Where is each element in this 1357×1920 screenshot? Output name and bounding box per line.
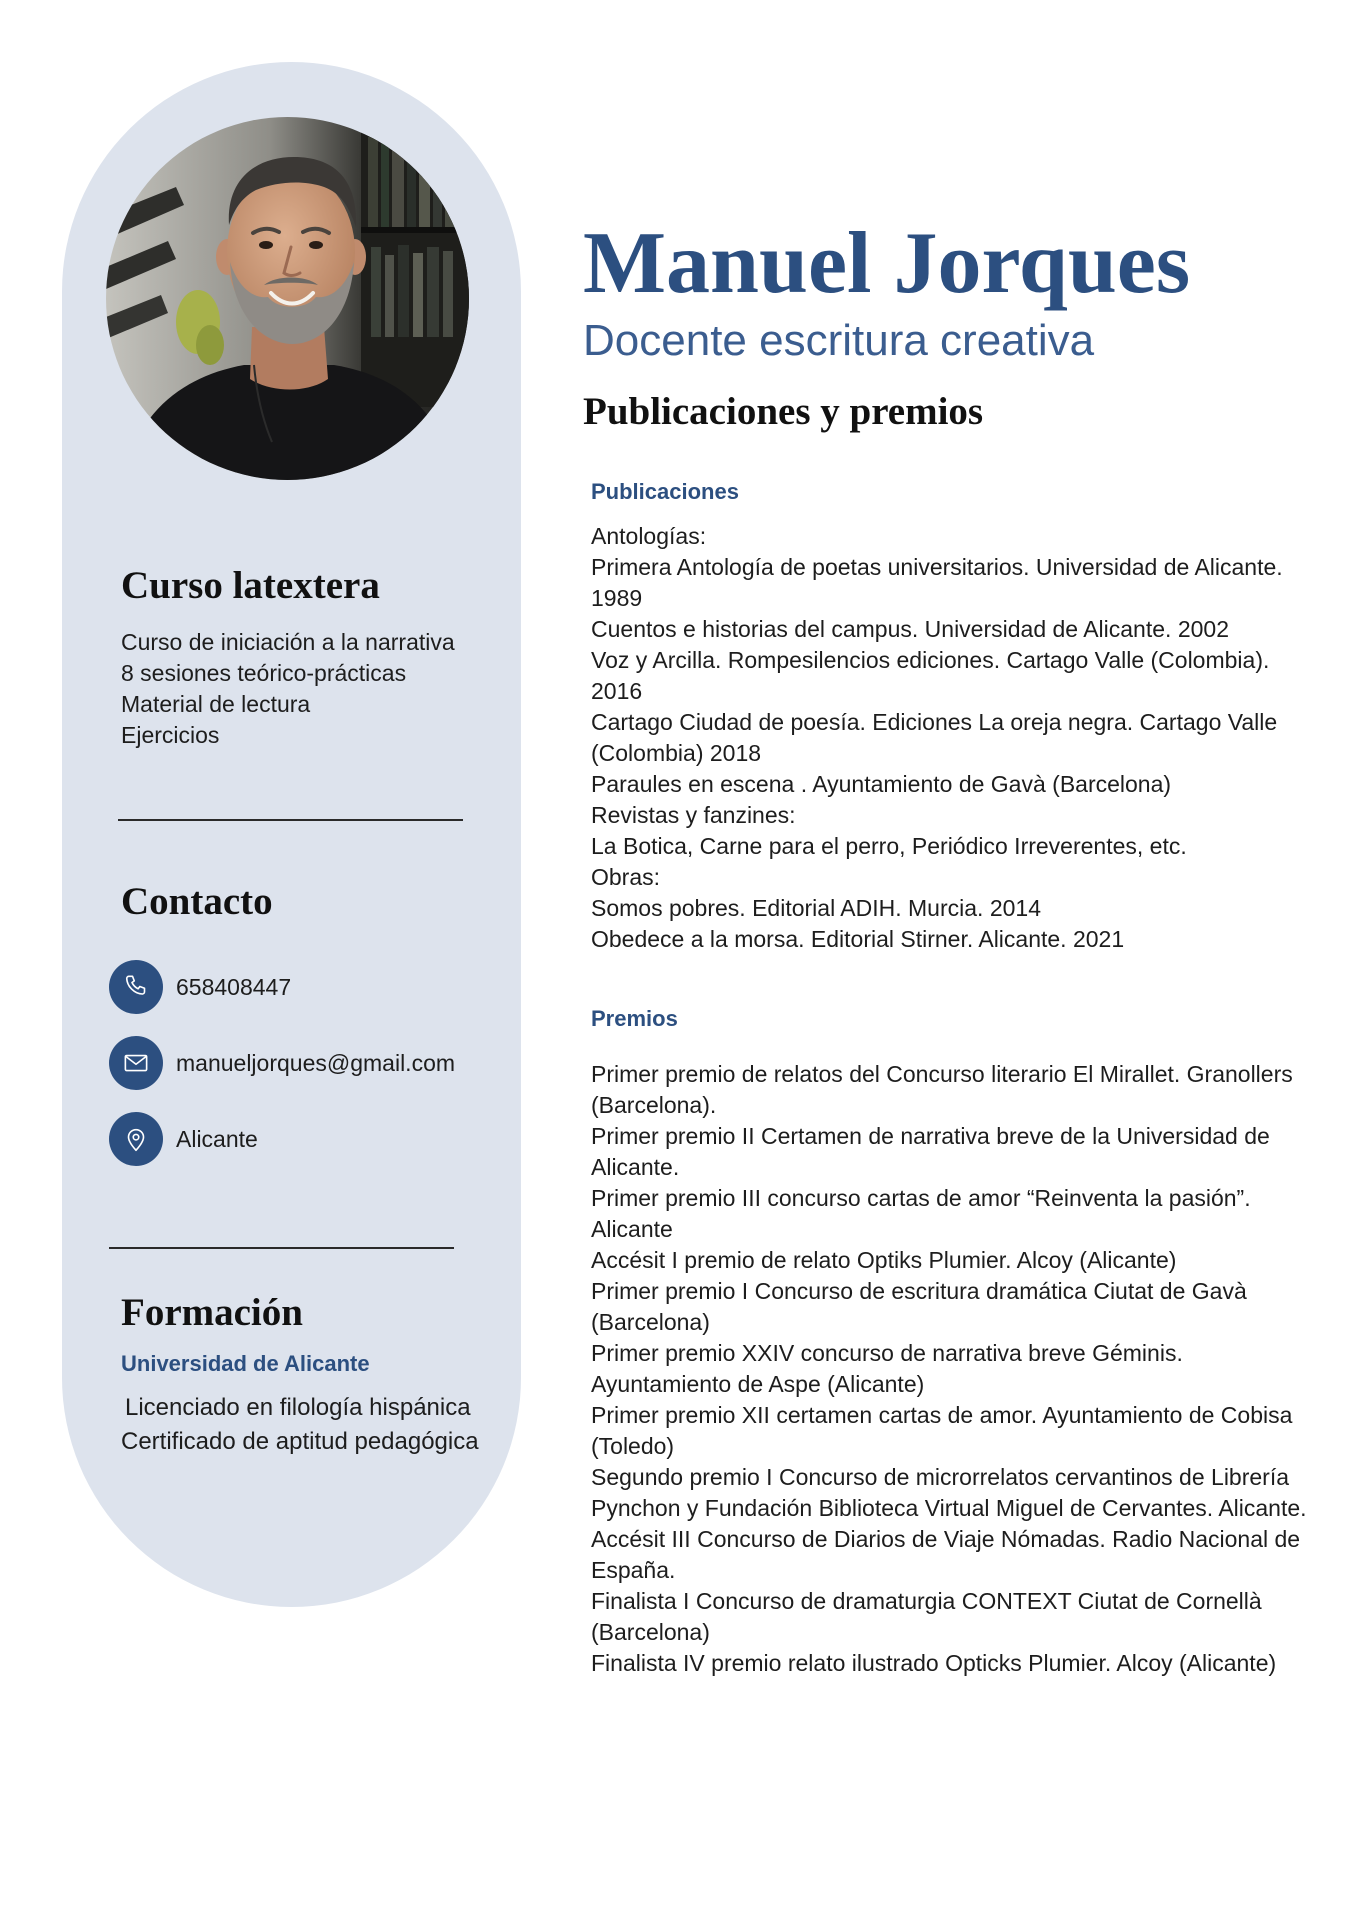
publications-heading: Publicaciones <box>591 479 739 504</box>
award-line: (Barcelona) <box>591 1309 710 1335</box>
section-title: Publicaciones y premios <box>583 390 984 433</box>
phone-icon <box>109 960 163 1014</box>
publications-list <box>591 521 1283 955</box>
publication-line: Paraules en escena . Ayuntamiento de Gavà (Barcelona) <box>591 771 1172 797</box>
location-pin-icon <box>109 1112 163 1166</box>
contact-email-text: manueljorques@gmail.com <box>176 1049 456 1076</box>
publication-line: La Botica, Carne para el perro, Periódico Irreverentes, etc. <box>591 833 1187 859</box>
sidebar-divider <box>118 819 463 821</box>
course-detail-line: Curso de iniciación a la narrativa <box>121 629 455 655</box>
course-detail-line: Material de lectura <box>121 691 311 717</box>
profile-photo <box>106 117 469 480</box>
publication-line: Obras: <box>591 864 661 890</box>
course-detail-line: Ejercicios <box>121 722 220 748</box>
award-line: Accésit III Concurso de Diarios de Viaje Nómadas. Radio Nacional de <box>591 1526 1301 1552</box>
education-heading: Formación <box>121 1291 303 1334</box>
award-line: Primer premio III concurso cartas de amor “Reinventa la pasión”. <box>591 1185 1251 1211</box>
contact-phone-text: 658408447 <box>176 973 292 1000</box>
degree-item: Licenciado en filología hispánica <box>125 1394 471 1421</box>
award-line: Primer premio II Certamen de narrativa breve de la Universidad de <box>591 1123 1270 1149</box>
award-line: Primer premio I Concurso de escritura dramática Ciutat de Gavà <box>591 1278 1247 1304</box>
publication-line: 1989 <box>591 585 643 611</box>
award-line: Primer premio de relatos del Concurso literario El Mirallet. Granollers <box>591 1061 1293 1087</box>
award-line: (Barcelona) <box>591 1619 710 1645</box>
award-line: Primer premio XII certamen cartas de amor. Ayuntamiento de Cobisa <box>591 1402 1293 1428</box>
awards-list <box>591 1059 1307 1679</box>
award-line: Primer premio XXIV concurso de narrativa breve Géminis. <box>591 1340 1183 1366</box>
publication-line: Revistas y fanzines: <box>591 802 796 828</box>
award-line: (Toledo) <box>591 1433 675 1459</box>
publication-line: Primera Antología de poetas universitarios. Universidad de Alicante. <box>591 554 1283 580</box>
mail-icon <box>109 1036 163 1090</box>
contact-location-text: Alicante <box>176 1125 258 1152</box>
publication-line: Obedece a la morsa. Editorial Stirner. Alicante. 2021 <box>591 926 1125 952</box>
award-line: (Barcelona). <box>591 1092 717 1118</box>
award-line: Finalista IV premio relato ilustrado Opticks Plumier. Alcoy (Alicante) <box>591 1650 1277 1676</box>
publication-line: Cuentos e historias del campus. Universidad de Alicante. 2002 <box>591 616 1229 642</box>
award-line: Segundo premio I Concurso de microrrelatos cervantinos de Librería <box>591 1464 1290 1490</box>
award-line: Alicante. <box>591 1154 680 1180</box>
degree-item: Certificado de aptitud pedagógica <box>121 1428 479 1455</box>
contact-heading: Contacto <box>121 880 273 923</box>
publication-line: 2016 <box>591 678 643 704</box>
education-degrees <box>121 1391 479 1459</box>
publication-line: (Colombia) 2018 <box>591 740 762 766</box>
awards-heading: Premios <box>591 1006 678 1031</box>
award-line: Alicante <box>591 1216 673 1242</box>
course-details <box>121 627 455 751</box>
education-institution: Universidad de Alicante <box>121 1351 370 1376</box>
person-name: Manuel Jorques <box>583 215 1191 312</box>
contact-location <box>109 1112 258 1166</box>
publication-line: Antologías: <box>591 523 707 549</box>
sidebar-divider <box>109 1247 454 1249</box>
job-title: Docente escritura creativa <box>583 316 1095 365</box>
publication-line: Voz y Arcilla. Rompesilencios ediciones. Cartago Valle (Colombia). <box>591 647 1270 673</box>
award-line: Accésit I premio de relato Optiks Plumier. Alcoy (Alicante) <box>591 1247 1177 1273</box>
contact-email <box>109 1036 455 1090</box>
course-detail-line: 8 sesiones teórico-prácticas <box>121 660 407 686</box>
publication-line: Cartago Ciudad de poesía. Ediciones La oreja negra. Cartago Valle <box>591 709 1278 735</box>
course-heading: Curso latextera <box>121 564 380 607</box>
contact-phone <box>109 960 291 1014</box>
award-line: España. <box>591 1557 676 1583</box>
award-line: Pynchon y Fundación Biblioteca Virtual Miguel de Cervantes. Alicante. <box>591 1495 1307 1521</box>
award-line: Finalista I Concurso de dramaturgia CONTEXT Ciutat de Cornellà <box>591 1588 1262 1614</box>
award-line: Ayuntamiento de Aspe (Alicante) <box>591 1371 925 1397</box>
publication-line: Somos pobres. Editorial ADIH. Murcia. 2014 <box>591 895 1041 921</box>
